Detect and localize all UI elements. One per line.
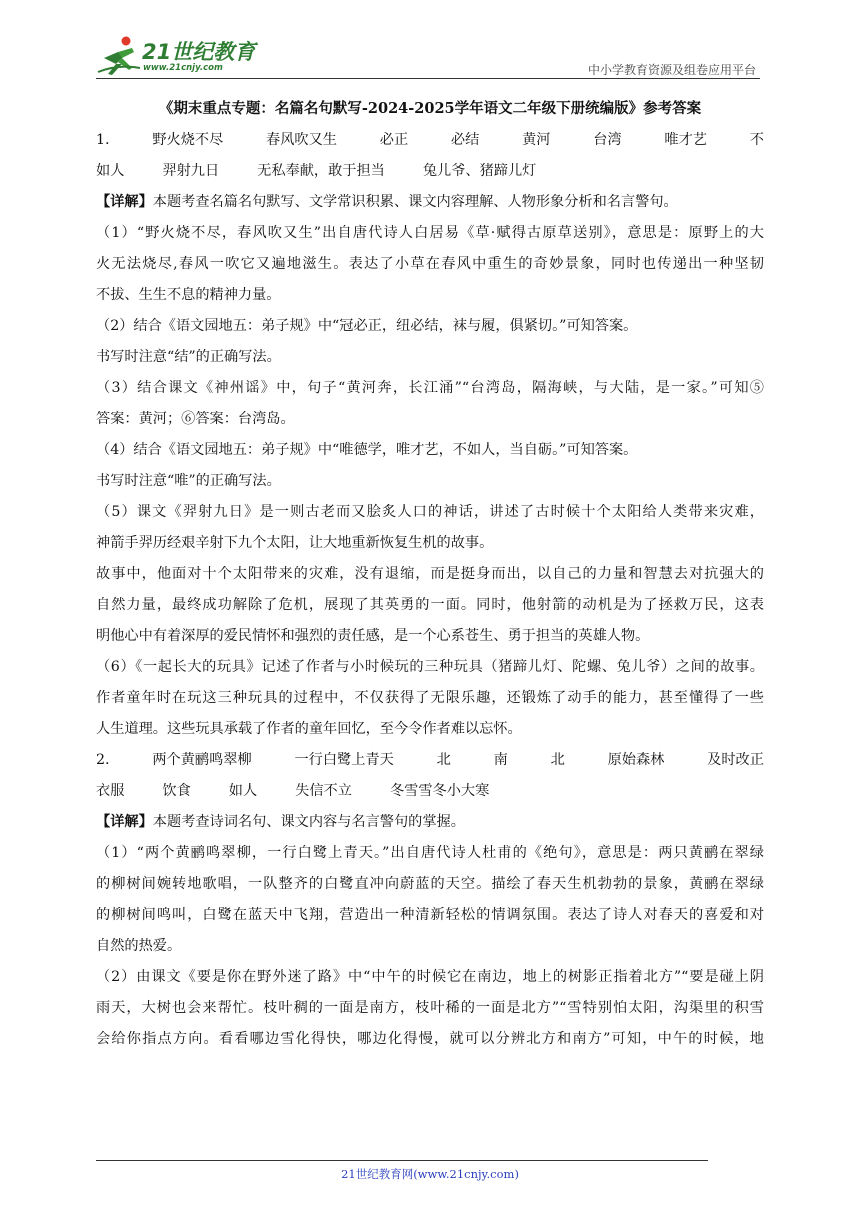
answer-item: 北 xyxy=(550,752,565,768)
text-line: 的柳树间婉转地歌唱，一队整齐的白鹭直冲向蔚蓝的天空。描绘了春天生机勃勃的景象，黄鹂在翠绿 xyxy=(96,876,764,892)
answer-item: 台湾 xyxy=(593,132,622,148)
text-line: （1）“野火烧不尽，春风吹又生”出自唐代诗人白居易《草·赋得古原草送别》，意思是：原野上的大 xyxy=(96,225,764,241)
text-line: 会给你指点方向。看看哪边雪化得快，哪边化得慢，就可以分辨北方和南方”可知，中午的时候，地 xyxy=(96,1031,764,1047)
text-line: （2）由课文《要是你在野外迷了路》中“中午的时候它在南边，地上的树影正指着北方”“要是碰上阴 xyxy=(96,969,764,985)
answer-item: 一行白鹭上青天 xyxy=(294,752,394,768)
q2-answers-row1 xyxy=(96,746,764,777)
answer-item: 必正 xyxy=(379,132,409,148)
text-line: （5）课文《羿射九日》是一则古老而又脍炙人口的神话，讲述了古时候十个太阳给人类带来灾难， xyxy=(96,504,764,520)
answer-item: 无私奉献，敢于担当 xyxy=(257,163,385,179)
answer-item: 必结 xyxy=(450,132,480,148)
answer-item: 原始森林 xyxy=(607,752,665,768)
text-line: 的柳树间鸣叫，白鹭在蓝天中飞翔，营造出一种清新轻松的情调氛围。表达了诗人对春天的喜爱和对 xyxy=(96,907,764,923)
text-line: （2）结合《语文园地五：弟子规》中“冠必正，纽必结，袜与履，俱紧切。”可知答案。 xyxy=(96,318,638,334)
text-line: 自然力量，最终成功解除了危机，展现了其英勇的一面。同时，他射箭的动机是为了拯救万民，这表 xyxy=(96,597,764,613)
text-line: 明他心中有着深厚的爱民情怀和强烈的责任感，是一个心系苍生、勇于担当的英雄人物。 xyxy=(96,628,650,644)
text-line: （6）《一起长大的玩具》记述了作者与小时候玩的三种玩具（猪蹄儿灯、陀螺、兔儿爷）之间的故事。 xyxy=(96,659,764,675)
text-line: 书写时注意“唯”的正确写法。 xyxy=(96,473,281,489)
answer-item: 衣服 xyxy=(96,783,125,799)
answer-item: 如人 xyxy=(228,783,258,799)
detail-text: 本题考查诗词名句、课文内容与名言警句的掌握。 xyxy=(152,814,465,830)
text-line: 火无法烧尽,春风一吹它又遍地滋生。表达了小草在春风中重生的奇妙景象，同时也传递出一种坚韧 xyxy=(96,256,764,272)
detail-tag: 【详解】 xyxy=(96,194,153,210)
answer-content xyxy=(96,126,764,1056)
answer-item: 唯才艺 xyxy=(664,132,707,148)
text-line: （1）“两个黄鹂鸣翠柳，一行白鹭上青天。”出自唐代诗人杜甫的《绝句》，意思是：两只黄鹂在翠绿 xyxy=(96,845,764,861)
detail-text: 本题考查名篇名句默写、文学常识积累、课文内容理解、人物形象分析和名言警句。 xyxy=(152,194,678,210)
text-line: 神箭手羿历经艰辛射下九个太阳，让大地重新恢复生机的故事。 xyxy=(96,535,494,551)
answer-item: 饮食 xyxy=(162,783,191,799)
header-divider xyxy=(96,78,760,79)
question-number: 1. xyxy=(96,132,110,148)
answer-item: 失信不立 xyxy=(295,783,352,799)
detail-tag: 【详解】 xyxy=(96,814,153,830)
answer-item: 南 xyxy=(493,752,508,768)
text-line: 雨天，大树也会来帮忙。枝叶稠的一面是南方，枝叶稀的一面是北方”“雪特别怕太阳，沟渠里的积雪 xyxy=(96,1000,764,1016)
q1-detail-intro xyxy=(96,188,764,219)
q2-answers-row2 xyxy=(96,777,764,808)
answer-item: 冬雪雪冬小大寒 xyxy=(389,783,490,799)
answer-item: 不 xyxy=(749,132,764,148)
text-line: （3）结合课文《神州谣》中，句子“黄河奔，长江涌”“台湾岛，隔海峡，与大陆，是一家。”可知⑤ xyxy=(96,380,764,396)
answer-item: 两个黄鹂鸣翠柳 xyxy=(152,752,252,768)
answer-item: 及时改正 xyxy=(707,752,764,768)
answer-item: 羿射九日 xyxy=(162,163,220,179)
text-line: （4）结合《语文园地五：弟子规》中“唯德学，唯才艺，不如人，当自砺。”可知答案。 xyxy=(96,442,638,458)
logo-text: 21世纪教育 xyxy=(142,40,256,64)
answer-item: 野火烧不尽 xyxy=(152,132,224,148)
page-header xyxy=(96,30,760,78)
platform-label: 中小学教育资源及组卷应用平台 xyxy=(587,63,756,77)
text-line: 故事中，他面对十个太阳带来的灾难，没有退缩，而是挺身而出，以自己的力量和智慧去对抗强大的 xyxy=(96,566,764,582)
answer-item: 春风吹又生 xyxy=(266,132,337,148)
text-line: 人生道理。这些玩具承载了作者的童年回忆，至今令作者难以忘怀。 xyxy=(96,721,522,737)
answer-item: 兔儿爷、猪蹄儿灯 xyxy=(422,163,537,179)
footer-divider xyxy=(96,1160,708,1161)
text-line: 答案：黄河；⑥答案：台湾岛。 xyxy=(96,411,295,427)
logo-url: www.21cnjy.com xyxy=(143,63,223,73)
text-line: 不拔、生生不息的精神力量。 xyxy=(96,287,281,303)
answer-item: 黄河 xyxy=(522,132,551,148)
page-title: 《期末重点专题：名篇名句默写-2024-2025学年语文二年级下册统编版》参考答案 xyxy=(158,100,702,117)
q1-answers-row2 xyxy=(96,157,764,188)
text-line: 书写时注意“结”的正确写法。 xyxy=(96,349,281,365)
answer-item: 北 xyxy=(436,752,451,768)
q2-detail-intro xyxy=(96,808,764,839)
footer-link[interactable]: 21世纪教育网(www.21cnjy.com) xyxy=(341,1167,519,1181)
question-number: 2. xyxy=(96,752,110,768)
text-line: 自然的热爱。 xyxy=(96,938,182,954)
runner-logo-icon xyxy=(96,34,142,78)
q1-answers-row1 xyxy=(96,126,764,157)
logo xyxy=(96,34,266,78)
text-line: 作者童年时在玩这三种玩具的过程中，不仅获得了无限乐趣，还锻炼了动手的能力，甚至懂得了一些 xyxy=(96,690,764,706)
answer-item: 如人 xyxy=(96,163,125,179)
